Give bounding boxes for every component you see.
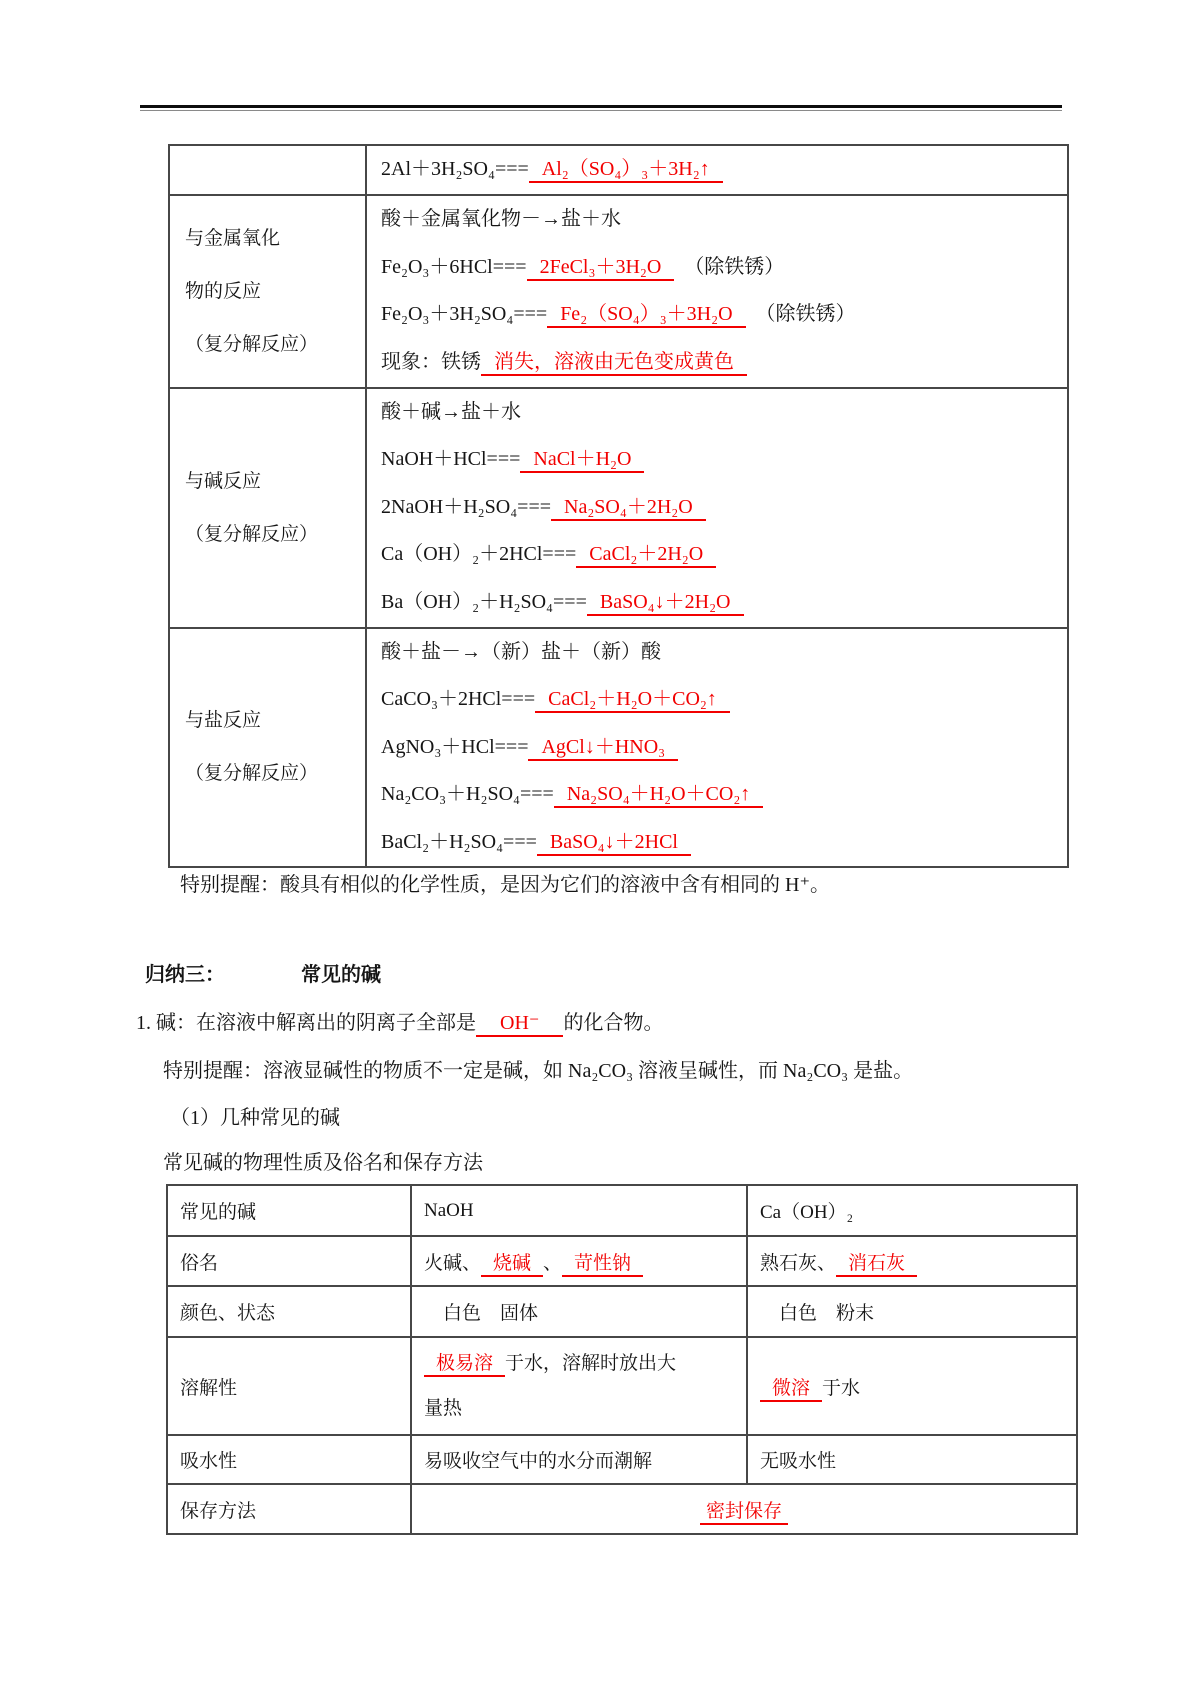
caoh-solubility-cell	[747, 1337, 1077, 1435]
common-bases-table	[166, 1184, 1078, 1535]
answer-blank: 消石灰	[836, 1253, 917, 1277]
alias-mid: 、	[543, 1252, 563, 1274]
sub-heading: （1）几种常见的碱	[170, 1107, 340, 1129]
answer-blank: Al₂（SO₄）₃＋3H₂↑	[529, 158, 723, 183]
caoh-alias-cell	[747, 1236, 1077, 1286]
equation-reactants: NaOH＋HCl===	[381, 448, 521, 471]
equation-line	[381, 389, 1067, 437]
section-heading	[145, 958, 381, 987]
base-definition-line	[136, 1006, 663, 1035]
answer-blank: 苛性钠	[562, 1253, 643, 1277]
reaction-type-label: 物的反应	[185, 280, 262, 302]
reaction-type-label: （复分解反应）	[185, 523, 319, 545]
answer-blank: NaCl＋H₂O	[520, 448, 644, 473]
answer-blank: BaSO₄↓＋2HCl	[537, 831, 691, 856]
general-rule: 酸＋金属氧化物－→盐＋水	[381, 208, 621, 230]
answer-blank: AgCl↓＋HNO₃	[528, 736, 678, 761]
alias-pre: 火碱、	[424, 1252, 482, 1274]
section-heading-title: 常见的碱	[301, 964, 381, 986]
general-rule: 酸＋盐－→（新）盐＋（新）酸	[381, 640, 661, 663]
equation-line	[381, 579, 1067, 627]
equation-line	[381, 196, 1067, 244]
equation-cell	[366, 145, 1068, 195]
equation-line	[381, 629, 1067, 677]
caoh-color-cell: 白色 粉末	[747, 1286, 1077, 1337]
table2-caption: 常见碱的物理性质及俗名和保存方法	[163, 1152, 483, 1174]
equation-line	[381, 819, 1067, 867]
equation-reactants: 2NaOH＋H₂SO₄===	[381, 495, 551, 518]
definition-pre: 1. 碱：在溶液中解离出的阴离子全部是	[136, 1012, 476, 1034]
answer-blank: Na₂SO₄＋2H₂O	[551, 496, 706, 521]
answer-blank: 密封保存	[700, 1501, 788, 1525]
caoh-hygro-cell: 无吸水性	[747, 1435, 1077, 1484]
table-row	[167, 1286, 1077, 1337]
equation-line	[381, 676, 1067, 724]
definition-post: 的化合物。	[563, 1012, 664, 1034]
equation-note: （除铁锈）	[755, 303, 856, 325]
answer-blank: Fe₂（SO₄）₃＋3H₂O	[547, 303, 745, 328]
equation-reactants: 2Al＋3H₂SO₄===	[381, 158, 529, 180]
table-row	[167, 1484, 1077, 1534]
acid-reactions-table	[168, 144, 1069, 868]
reaction-type-label: （复分解反应）	[185, 333, 319, 355]
general-rule: 酸＋碱→盐＋水	[381, 400, 521, 423]
reaction-type-label: （复分解反应）	[185, 763, 319, 785]
reaction-type-cell	[169, 628, 366, 868]
solubility-line	[424, 1341, 746, 1386]
alias-pre: 熟石灰、	[760, 1252, 837, 1274]
equation-line	[381, 339, 1067, 387]
table-row	[169, 195, 1068, 388]
equation-reactants: CaCO₃＋2HCl===	[381, 688, 536, 710]
solubility-line	[424, 1386, 746, 1431]
equation-reactants: Ba（OH）₂＋H₂SO₄===	[381, 590, 587, 613]
phenomenon-label: 现象：铁锈	[381, 350, 481, 373]
answer-blank: 微溶	[760, 1378, 822, 1402]
table-row	[167, 1236, 1077, 1286]
answer-blank: OH⁻	[476, 1012, 563, 1037]
base-reminder-note: 特别提醒：溶液显碱性的物质不一定是碱，如 Na₂CO₃ 溶液呈碱性，而 Na₂CO₃ 是盐。	[163, 1060, 914, 1082]
reaction-type-label: 与金属氧化	[185, 227, 281, 249]
answer-blank: Na₂SO₄＋H₂O＋CO₂↑	[554, 783, 763, 808]
row-label: 颜色、状态	[167, 1286, 411, 1337]
naoh-color-cell: 白色 固体	[411, 1286, 747, 1337]
equation-line	[381, 531, 1067, 579]
reaction-type-cell	[169, 145, 366, 195]
equation-cell	[366, 628, 1068, 868]
equation-line	[381, 291, 1067, 339]
answer-blank: CaCl₂＋H₂O＋CO₂↑	[535, 688, 730, 713]
equation-line	[381, 484, 1067, 532]
equation-reactants: AgNO₃＋HCl===	[381, 735, 529, 758]
row-label: 吸水性	[167, 1435, 411, 1484]
equation-reactants: BaCl₂＋H₂SO₄===	[381, 830, 537, 853]
header-cell: 常见的碱	[167, 1185, 411, 1236]
reaction-type-cell	[169, 388, 366, 628]
table-row	[167, 1185, 1077, 1236]
equation-cell	[366, 388, 1068, 628]
equation-line	[381, 436, 1067, 484]
answer-blank: 消失，溶液由无色变成黄色	[481, 351, 747, 376]
storage-value-cell	[411, 1484, 1077, 1534]
equation-note: （除铁锈）	[684, 255, 785, 278]
answer-blank: BaSO₄↓＋2H₂O	[587, 591, 744, 616]
answer-blank: 极易溶	[424, 1353, 505, 1377]
table-row	[169, 628, 1068, 868]
equation-reactants: Fe₂O₃＋3H₂SO₄===	[381, 303, 548, 325]
table-row	[167, 1337, 1077, 1435]
answer-blank: CaCl₂＋2H₂O	[576, 543, 716, 568]
table-row	[169, 145, 1068, 195]
header-cell-caoh: Ca（OH）₂	[747, 1185, 1077, 1236]
solubility-text: 量热	[424, 1398, 463, 1419]
equation-reactants: Fe₂O₃＋6HCl===	[381, 255, 527, 278]
equation-reactants: Na₂CO₃＋H₂SO₄===	[381, 783, 554, 805]
naoh-solubility-cell	[411, 1337, 747, 1435]
reaction-type-label: 与碱反应	[185, 470, 262, 492]
row-label: 保存方法	[167, 1484, 411, 1534]
answer-blank: 2FeCl₃＋3H₂O	[527, 256, 675, 281]
header-rule	[140, 105, 1062, 111]
solubility-text: 于水	[822, 1377, 861, 1399]
equation-line	[381, 724, 1067, 772]
reaction-type-cell	[169, 195, 366, 388]
naoh-alias-cell	[411, 1236, 747, 1286]
row-label: 溶解性	[167, 1337, 411, 1435]
table-row	[169, 388, 1068, 628]
header-cell-naoh: NaOH	[411, 1185, 747, 1236]
naoh-hygro-cell: 易吸收空气中的水分而潮解	[411, 1435, 747, 1484]
table-row	[167, 1435, 1077, 1484]
equation-line	[381, 244, 1067, 292]
equation-cell	[366, 195, 1068, 388]
row-label: 俗名	[167, 1236, 411, 1286]
equation-reactants: Ca（OH）₂＋2HCl===	[381, 543, 577, 566]
equation-line	[381, 146, 1067, 194]
acid-reminder-note: 特别提醒：酸具有相似的化学性质，是因为它们的溶液中含有相同的 H⁺。	[180, 874, 830, 896]
reaction-type-label: 与盐反应	[185, 710, 262, 732]
section-heading-label: 归纳三：	[145, 964, 225, 986]
answer-blank: 烧碱	[481, 1253, 543, 1277]
equation-line	[381, 771, 1067, 819]
solubility-text: 于水，溶解时放出大	[505, 1353, 677, 1374]
